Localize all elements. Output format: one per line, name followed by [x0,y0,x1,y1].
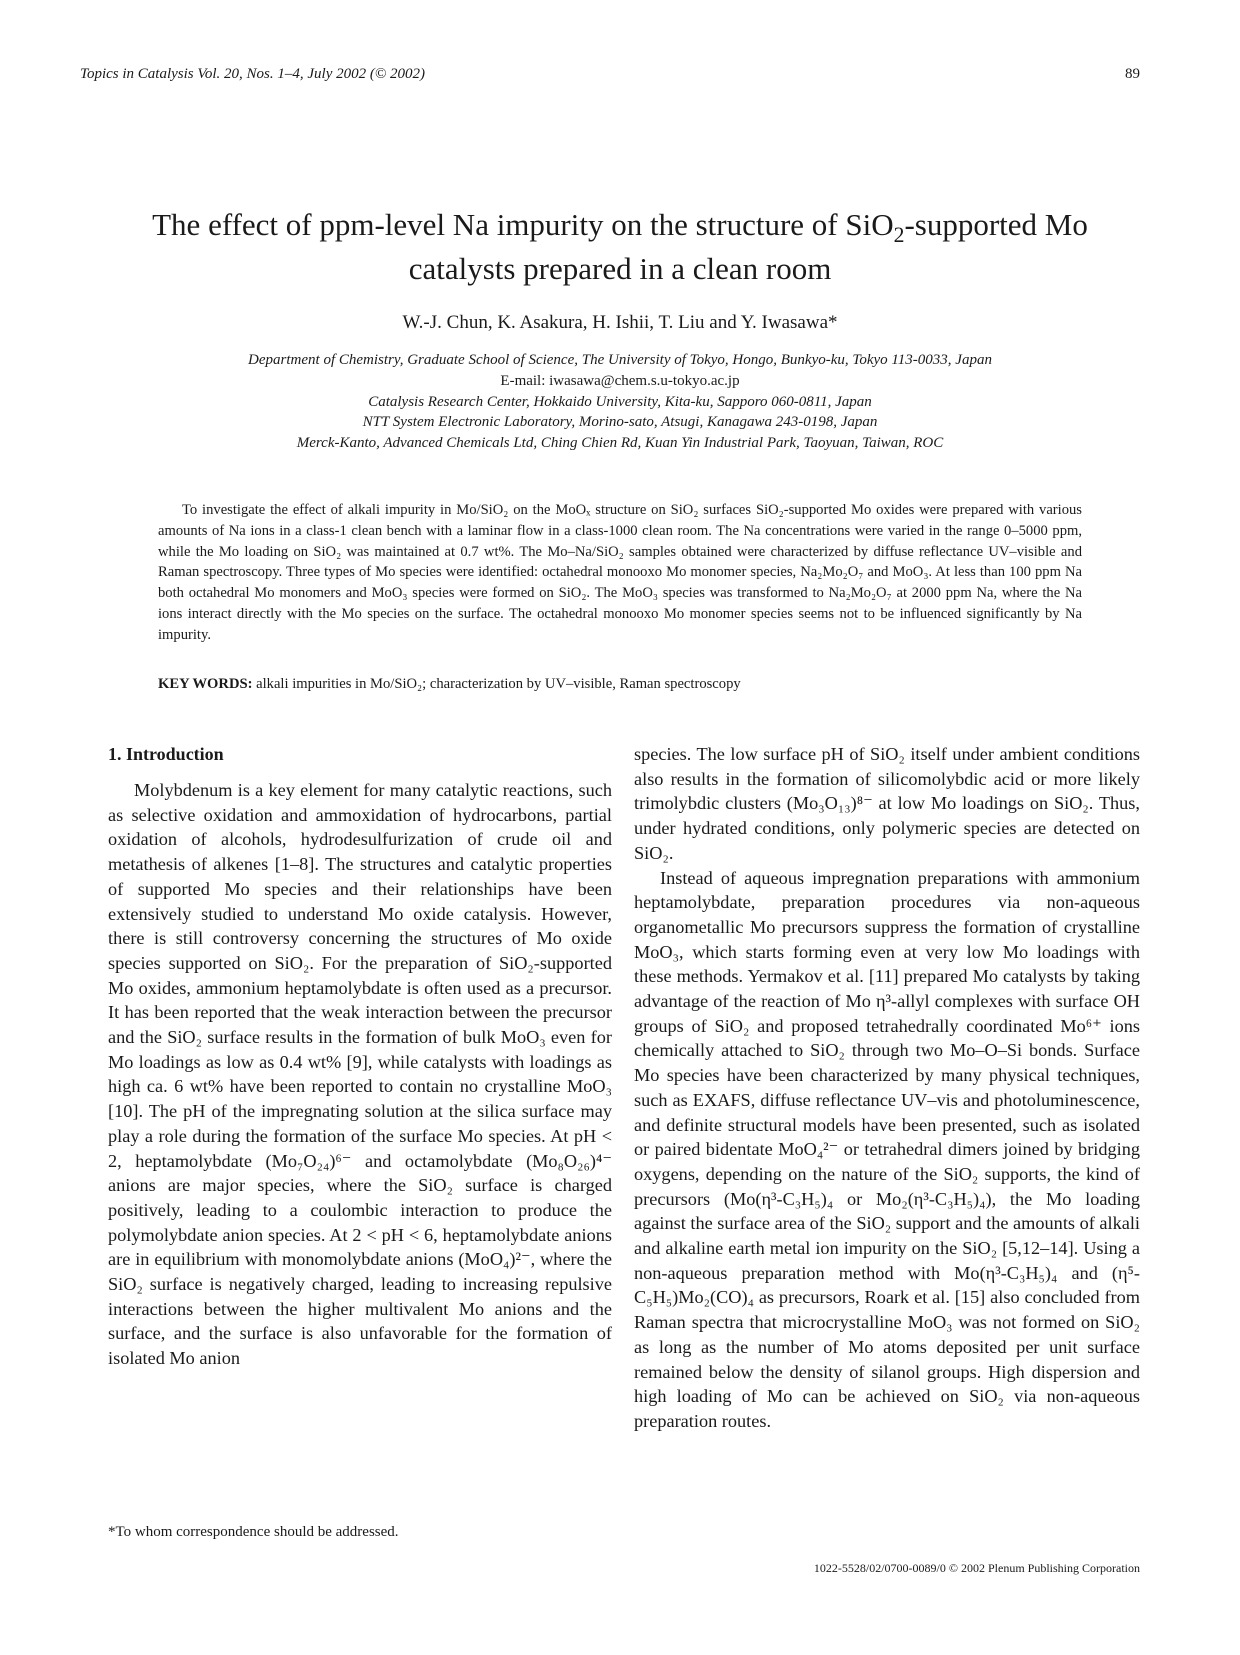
intro-paragraph-2: Instead of aqueous impregnation preparations with ammonium heptamolybdate, preparation procedures via non-aqueous organometallic Mo precursors suppress the formation of crystalline MoO₃, which starts forming even at very low Mo loadings with these methods. Yermakov et al. [11] prepared Mo catalysts by taking advantage of the reaction of Mo η³-allyl complexes with surface OH groups of SiO₂ and proposed tetrahedrally coordinated Mo⁶⁺ ions chemically attached to SiO₂ through two Mo–O–Si bonds. Surface Mo species have been characterized by many physical techniques, such as EXAFS, diffuse reflectance UV–vis and photoluminescence, and definite structural models have been presented, such as isolated or paired bidentate MoO₄²⁻ or tetrahedral dimers joined by bridging oxygens, depending on the nature of the SiO₂ supports, the kind of precursors (Mo(η³-C₃H₅)₄ or Mo₂(η³-C₃H₅)₄), the Mo loading against the surface area of the SiO₂ support and the amounts of alkali and alkaline earth metal ion impurity on the SiO₂ [5,12–14]. Using a non-aqueous preparation method with Mo(η³-C₃H₅)₄ and (η⁵-C₅H₅)Mo₂(CO)₄ as precursors, Roark et al. [15] also concluded from Raman spectra that microcrystalline MoO₃ was not formed on SiO₂ as long as the number of Mo atoms deposited per unit surface remained below the density of silanol groups. High dispersion and high loading of Mo can be achieved on SiO₂ via non-aqueous preparation routes. [634,867,1140,1431]
intro-paragraph-continued: species. The low surface pH of SiO₂ itself under ambient conditions also results in the formation of silicomolybdic acid or more likely trimolybdic clusters (Mo₃O₁₃)⁸⁻ at low Mo loadings on SiO₂. Thus, under hydrated conditions, only polymeric species are detected on SiO₂. [634,744,1140,863]
title-line1-prefix: The effect of ppm-level Na impurity on the structure of SiO [152,207,894,242]
keywords [158,676,1082,693]
abstract: To investigate the effect of alkali impurity in Mo/SiO₂ on the MoOₓ structure on SiO₂ surfaces SiO₂-supported Mo oxides were prepared with various amounts of Na ions in a class-1 clean bench with a laminar flow in a class-1000 clean room. The Na concentrations were varied in the range 0–5000 ppm, while the Mo loading on SiO₂ was maintained at 0.7 wt%. The Mo–Na/SiO₂ samples obtained were characterized by diffuse reflectance UV–visible and Raman spectroscopy. Three types of Mo species were identified: octahedral monooxo Mo monomer species, Na₂Mo₂O₇ and MoO₃. At less than 100 ppm Na both octahedral Mo monomers and MoO₃ species were formed on SiO₂. The MoO₃ species was transformed to Na₂Mo₂O₇ at 2000 ppm Na, where the Na ions interact directly with the Mo species on the surface. The octahedral monooxo Mo monomer species seems not to be influenced significantly by Na impurity. [158,502,1082,643]
journal-header: Topics in Catalysis Vol. 20, Nos. 1–4, July 2002 (© 2002) [80,66,426,82]
footnote: *To whom correspondence should be addressed. [108,1524,399,1540]
left-column [108,742,612,1371]
affiliations [80,350,1160,454]
title-line1-suffix: -supported Mo [904,207,1088,242]
right-column [634,742,1140,1434]
paper-title: The effect of ppm-level Na impurity on the structure of SiO$_2$-supported Mo catalysts prepared in a clean room [80,203,1160,291]
intro-paragraph-1: Molybdenum is a key element for many catalytic reactions, such as selective oxidation and ammoxidation of hydrocarbons, partial oxidation of alcohols, hydrodesulfurization of crude oil and metathesis of alkenes [1–8]. The structures and catalytic properties of supported Mo species and their relationships have been extensively studied to understand Mo oxide catalysis. However, there is still controversy concerning the structures of Mo oxide species supported on SiO₂. For the preparation of SiO₂-supported Mo oxides, ammonium heptamolybdate is often used as a precursor. It has been reported that the weak interaction between the precursor and the SiO₂ surface results in the formation of bulk MoO₃ even for Mo loadings as low as 0.4 wt% [9], while catalysts with loadings as high ca. 6 wt% have been reported to contain no crystalline MoO₃ [10]. The pH of the impregnating solution at the silica surface may play a role during the formation of the surface Mo species. At pH < 2, heptamolybdate (Mo₇O₂₄)⁶⁻ and octamolybdate (Mo₈O₂₆)⁴⁻ anions are major species, where the SiO₂ surface is charged positively, leading to a coulombic interaction to produce the polymolybdate anion species. At 2 < pH < 6, heptamolybdate anions are in equilibrium with monomolybdate anions (MoO₄)²⁻, where the SiO₂ surface is negatively charged, leading to increasing repulsive interactions between the higher multivalent Mo anions and the surface, and the surface is also unfavorable for the formation of isolated Mo anion [108,780,612,1369]
keywords-label: KEY WORDS: [158,676,253,692]
section-heading: 1. Introduction [108,744,224,764]
affiliation-d: Merck-Kanto, Advanced Chemicals Ltd, Ching Chien Rd, Kuan Yin Industrial Park, Taoyuan, Taiwan, ROC [296,435,944,452]
author-list: W.-J. Chun, K. Asakura, H. Ishii, T. Liu and Y. Iwasawa* [402,312,838,333]
contact-email: E-mail: iwasawa@chem.s.u-tokyo.ac.jp [500,372,740,389]
page-number: 89 [1125,66,1140,82]
title-line2: catalysts prepared in a clean room [408,251,832,286]
keywords-text: alkali impurities in Mo/SiO₂; characterization by UV–visible, Raman spectroscopy [256,676,741,692]
affiliation-c: NTT System Electronic Laboratory, Morino-sato, Atsugi, Kanagawa 243-0198, Japan [362,414,878,431]
affiliation-b: Catalysis Research Center, Hokkaido University, Kita-ku, Sapporo 060-0811, Japan [368,393,872,410]
affiliation-a: Department of Chemistry, Graduate School of Science, The University of Tokyo, Hongo, Bunkyo-ku, Tokyo 113-0033, Japan [248,352,992,368]
copyright-line: 1022-5528/02/0700-0089/0 © 2002 Plenum Publishing Corporation [813,1561,1140,1575]
